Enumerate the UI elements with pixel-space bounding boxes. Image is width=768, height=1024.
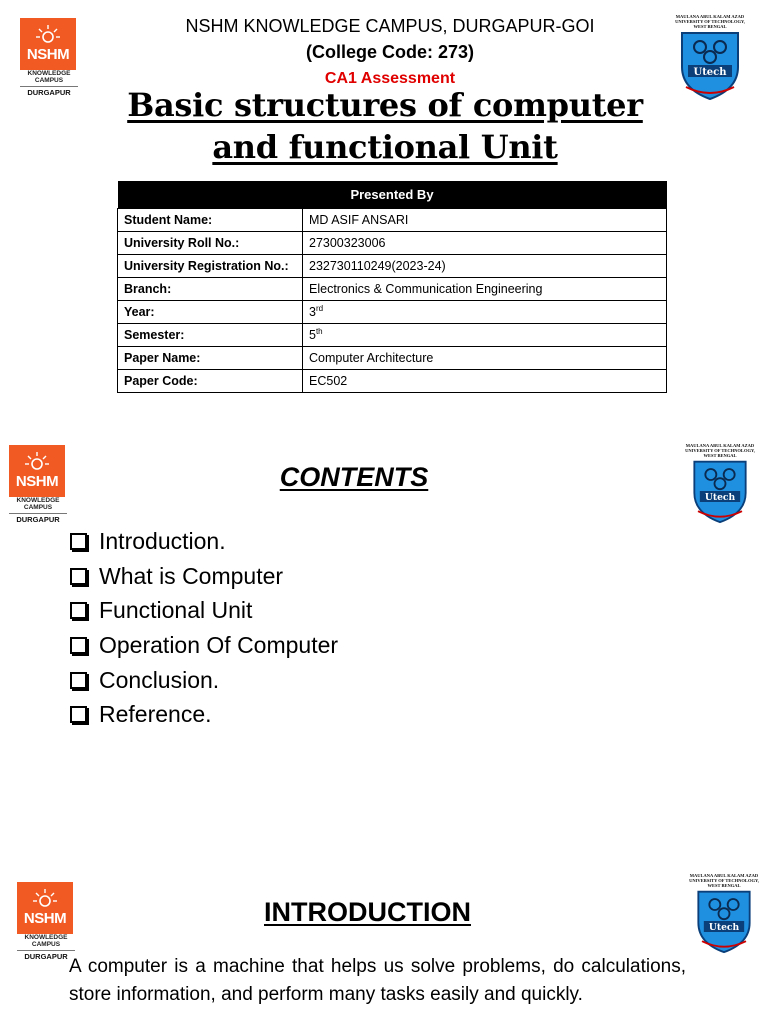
introduction-text: A computer is a machine that helps us solve problems, do calculations, store information, and perform many tasks easily and quickly. [69, 956, 686, 1005]
college-code: (College Code: 273) [305, 42, 475, 62]
table-row: Paper Name: Computer Architecture [118, 347, 667, 370]
list-item: What is Computer [70, 559, 338, 594]
sun-emblem-icon [35, 24, 61, 46]
nshm-logo: NSHM KNOWLEDGE CAMPUS DURGAPUR [9, 445, 73, 525]
checkbox-bullet-icon [70, 568, 87, 585]
list-item: Operation Of Computer [70, 628, 338, 663]
list-item: Functional Unit [70, 593, 338, 628]
nshm-wordmark: NSHM [26, 46, 70, 63]
table-row: Student Name: MD ASIF ANSARI [118, 209, 667, 232]
table-row: Year: 3rd [118, 301, 667, 324]
table-row: Semester: 5th [118, 324, 667, 347]
list-item: Introduction. [70, 524, 338, 559]
contents-list [70, 524, 338, 732]
table-heading: Presented By [118, 181, 667, 209]
checkbox-bullet-icon [70, 533, 87, 550]
table-row: Branch: Electronics & Communication Engineering [118, 278, 667, 301]
svg-text:Utech: Utech [708, 922, 740, 934]
utech-shield-icon [692, 888, 756, 954]
nshm-logo [20, 18, 84, 98]
checkbox-bullet-icon [70, 672, 87, 689]
page-title: Basic structures of computer and functional Unit [127, 86, 643, 166]
table-row: University Registration No.: 232730110249(2023-24) [118, 255, 667, 278]
checkbox-bullet-icon [70, 706, 87, 723]
checkbox-bullet-icon [70, 637, 87, 654]
nshm-logo: NSHM KNOWLEDGE CAMPUS DURGAPUR [17, 882, 81, 962]
svg-text:Utech: Utech [704, 492, 736, 504]
utech-logo: MAULANA ABUL KALAM AZAD UNIVERSITY OF TECHNOLOGY, WEST BENGAL Utech [680, 443, 760, 524]
contents-heading: CONTENTS [279, 462, 429, 492]
list-item: Conclusion. [70, 663, 338, 698]
utech-caption: MAULANA ABUL KALAM AZAD UNIVERSITY OF TECHNOLOGY, WEST BENGAL [675, 14, 745, 29]
table-row: Paper Code: EC502 [118, 370, 667, 393]
sun-emblem-icon [32, 888, 58, 910]
table-row: University Roll No.: 27300323006 [118, 232, 667, 255]
utech-shield-icon [688, 458, 752, 524]
nshm-place: DURGAPUR [20, 86, 78, 97]
assessment-label: CA1 Assessment [324, 70, 456, 87]
list-item: Reference. [70, 697, 338, 732]
presenter-table [117, 181, 667, 393]
sun-emblem-icon [24, 451, 50, 473]
introduction-heading: INTRODUCTION [264, 897, 471, 927]
nshm-subtitle: KNOWLEDGE CAMPUS [27, 70, 71, 84]
svg-text:Utech: Utech [693, 67, 727, 78]
utech-logo: MAULANA ABUL KALAM AZAD UNIVERSITY OF TECHNOLOGY, WEST BENGAL Utech [684, 873, 764, 954]
campus-name: NSHM KNOWLEDGE CAMPUS, DURGAPUR-GOI [185, 16, 595, 36]
checkbox-bullet-icon [70, 602, 87, 619]
